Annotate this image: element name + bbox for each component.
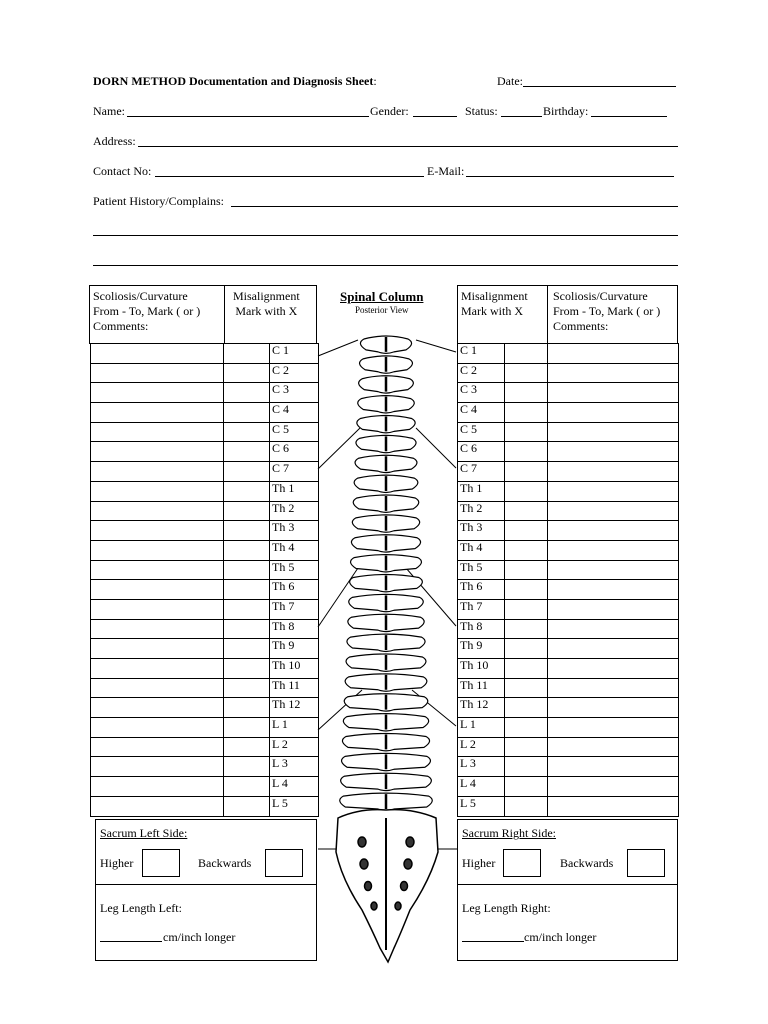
vertebrae-group bbox=[340, 336, 433, 811]
left-vertebra-label: Th 6 bbox=[270, 580, 319, 600]
right-misalignment-line2: Mark with X bbox=[461, 304, 523, 318]
left-vertebra-label: L 4 bbox=[270, 777, 319, 797]
right-vertebra-label: L 4 bbox=[458, 777, 505, 797]
left-vertebra-label: C 6 bbox=[270, 442, 319, 462]
left-vertebra-label: C 1 bbox=[270, 344, 319, 364]
status-label: Status: bbox=[465, 104, 498, 118]
birthday-label: Birthday: bbox=[543, 104, 589, 118]
left-vertebra-label: C 3 bbox=[270, 383, 319, 403]
left-vertebra-label: Th 1 bbox=[270, 481, 319, 501]
left-vertebra-label: Th 9 bbox=[270, 639, 319, 659]
sacrum-right-higher-label: Higher bbox=[462, 856, 496, 870]
right-vertebra-label: L 3 bbox=[458, 757, 505, 777]
leg-length-left-unit: cm/inch longer bbox=[163, 930, 236, 944]
name-label: Name: bbox=[93, 104, 125, 118]
right-vertebra-label: C 2 bbox=[458, 363, 505, 383]
right-vertebra-label: Th 7 bbox=[458, 599, 505, 619]
leg-length-right-label: Leg Length Right: bbox=[462, 901, 551, 915]
sacrum-left-title: Sacrum Left Side: bbox=[100, 826, 188, 840]
right-scoliosis-line1: Scoliosis/Curvature bbox=[553, 289, 648, 303]
left-vertebra-label: C 5 bbox=[270, 422, 319, 442]
sacrum-left-backwards-box[interactable] bbox=[265, 849, 303, 877]
left-vertebra-label: L 1 bbox=[270, 718, 319, 738]
right-vertebra-label: L 1 bbox=[458, 718, 505, 738]
right-vertebra-label: Th 9 bbox=[458, 639, 505, 659]
sacrum-right-backwards-label: Backwards bbox=[560, 856, 614, 870]
right-vertebra-label: C 5 bbox=[458, 422, 505, 442]
left-scoliosis-line2: From - To, Mark ( or ) bbox=[93, 304, 201, 318]
date-label: Date: bbox=[497, 74, 523, 88]
sacrum-left-higher-box[interactable] bbox=[142, 849, 180, 877]
right-vertebra-label: Th 2 bbox=[458, 501, 505, 521]
left-vertebra-label: L 2 bbox=[270, 737, 319, 757]
right-vertebra-label: C 6 bbox=[458, 442, 505, 462]
left-vertebra-label: Th 12 bbox=[270, 698, 319, 718]
left-scoliosis-line1: Scoliosis/Curvature bbox=[93, 289, 188, 303]
sacrum bbox=[336, 810, 438, 962]
right-vertebra-label: Th 12 bbox=[458, 698, 505, 718]
left-vertebra-label: C 2 bbox=[270, 363, 319, 383]
spine-subtitle: Posterior View bbox=[355, 305, 409, 315]
left-vertebra-label: C 4 bbox=[270, 403, 319, 423]
left-vertebra-label: Th 8 bbox=[270, 619, 319, 639]
left-scoliosis-line3: Comments: bbox=[93, 319, 149, 333]
left-misalignment-line1: Misalignment bbox=[233, 289, 300, 303]
leg-length-right-field[interactable] bbox=[462, 941, 524, 942]
right-vertebra-label: Th 5 bbox=[458, 560, 505, 580]
right-vertebra-label: Th 4 bbox=[458, 540, 505, 560]
right-vertebra-label: L 5 bbox=[458, 796, 505, 816]
left-vertebra-label: Th 7 bbox=[270, 599, 319, 619]
left-vertebra-label: C 7 bbox=[270, 462, 319, 482]
sacrum-right-title: Sacrum Right Side: bbox=[462, 826, 556, 840]
right-vertebra-label: Th 11 bbox=[458, 678, 505, 698]
left-vertebra-label: Th 5 bbox=[270, 560, 319, 580]
right-vertebra-label: Th 1 bbox=[458, 481, 505, 501]
spine-title: Spinal Column bbox=[340, 289, 424, 304]
sheet-title-text: DORN METHOD Documentation and Diagnosis Sheet bbox=[93, 74, 374, 88]
right-vertebra-label: Th 3 bbox=[458, 521, 505, 541]
right-vertebra-label: Th 10 bbox=[458, 659, 505, 679]
email-label: E-Mail: bbox=[427, 164, 465, 178]
sacrum-left-backwards-label: Backwards bbox=[198, 856, 252, 870]
right-vertebra-label: C 3 bbox=[458, 383, 505, 403]
leg-length-right-unit: cm/inch longer bbox=[524, 930, 597, 944]
left-misalignment-line2: Mark with X bbox=[235, 304, 298, 318]
left-vertebra-label: L 5 bbox=[270, 796, 319, 816]
right-vertebra-label: C 7 bbox=[458, 462, 505, 482]
sacrum-right-backwards-box[interactable] bbox=[627, 849, 665, 877]
left-vertebra-label: Th 11 bbox=[270, 678, 319, 698]
right-scoliosis-line2: From - To, Mark ( or ) bbox=[553, 304, 661, 318]
sacrum-right-divider bbox=[458, 884, 677, 885]
left-vertebra-label: Th 4 bbox=[270, 540, 319, 560]
history-label: Patient History/Complains: bbox=[93, 194, 224, 208]
contact-label: Contact No: bbox=[93, 164, 152, 178]
sheet-title-colon: : bbox=[373, 74, 377, 88]
right-vertebra-label: Th 8 bbox=[458, 619, 505, 639]
right-vertebra-label: L 2 bbox=[458, 737, 505, 757]
right-scoliosis-line3: Comments: bbox=[553, 319, 609, 333]
right-vertebra-label: Th 6 bbox=[458, 580, 505, 600]
right-vertebra-label: C 4 bbox=[458, 403, 505, 423]
leg-length-left-label: Leg Length Left: bbox=[100, 901, 182, 915]
right-vertebra-label: C 1 bbox=[458, 344, 505, 364]
gender-label: Gender: bbox=[370, 104, 409, 118]
left-vertebra-label: Th 2 bbox=[270, 501, 319, 521]
left-vertebra-label: Th 10 bbox=[270, 659, 319, 679]
sacrum-left-higher-label: Higher bbox=[100, 856, 134, 870]
left-vertebra-label: Th 3 bbox=[270, 521, 319, 541]
address-label: Address: bbox=[93, 134, 136, 148]
sacrum-right-higher-box[interactable] bbox=[503, 849, 541, 877]
right-misalignment-line1: Misalignment bbox=[461, 289, 528, 303]
leg-length-left-field[interactable] bbox=[100, 941, 162, 942]
sacrum-left-divider bbox=[96, 884, 316, 885]
left-vertebra-label: L 3 bbox=[270, 757, 319, 777]
